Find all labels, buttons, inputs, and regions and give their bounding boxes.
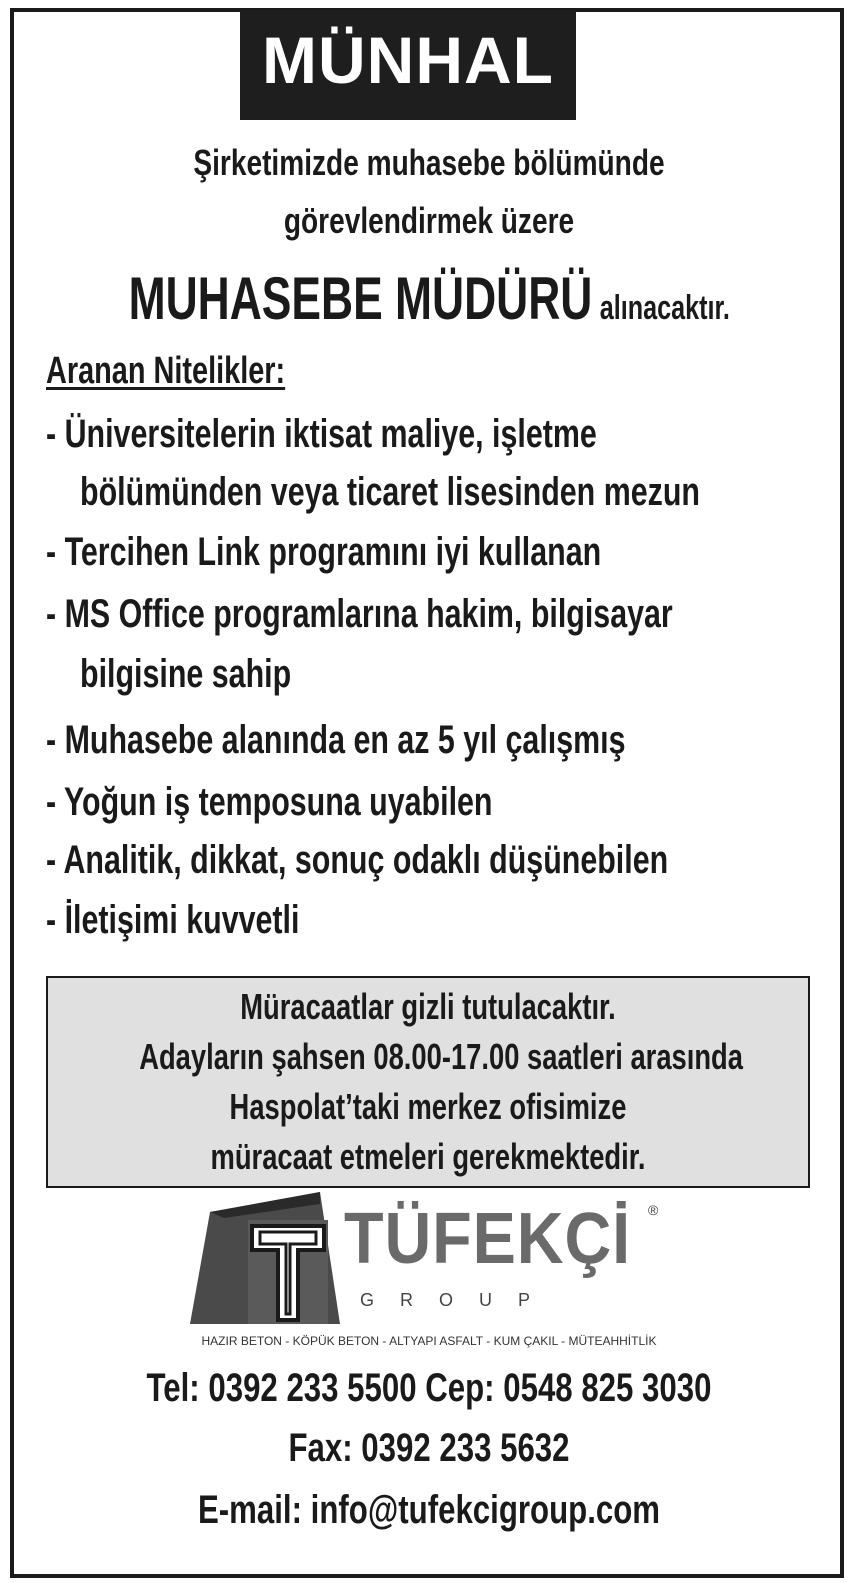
notice-line: Adayların şahsen 08.00-17.00 saatleri arasında bbox=[139, 1036, 743, 1077]
intro-line-2: görevlendirmek üzere bbox=[283, 200, 575, 241]
requirements-heading: Aranan Nitelikler: bbox=[46, 350, 286, 392]
requirement-item: - Muhasebe alanında en az 5 yıl çalışmış bbox=[46, 718, 626, 762]
requirement-item: - Üniversitelerin iktisat maliye, işletme bbox=[46, 412, 597, 456]
notice-line: Müracaatlar gizli tutulacaktır. bbox=[240, 986, 616, 1027]
requirement-item: - Analitik, dikkat, sonuç odaklı düşünebilen bbox=[46, 838, 669, 882]
headline bbox=[0, 264, 858, 333]
company-logo bbox=[190, 1188, 670, 1348]
contact-email: E-mail: info@tufekcigroup.com bbox=[197, 1488, 661, 1532]
application-notice-box bbox=[46, 976, 810, 1188]
requirement-item: bölümünden veya ticaret lisesinden mezun bbox=[80, 470, 700, 514]
headline-suffix: alınacaktır. bbox=[599, 289, 730, 327]
logo-sub: GROUP bbox=[360, 1290, 557, 1310]
requirement-item: - Tercihen Link programını iyi kullanan bbox=[46, 530, 602, 574]
requirement-item: - MS Office programlarına hakim, bilgisayar bbox=[46, 592, 673, 636]
building-t-logo-icon bbox=[190, 1192, 340, 1332]
requirement-item: - Yoğun iş temposuna uyabilen bbox=[46, 780, 493, 824]
ad-title: MÜNHAL bbox=[262, 23, 554, 97]
logo-brand: TÜFEKÇİ bbox=[344, 1199, 632, 1279]
title-banner bbox=[240, 10, 576, 120]
registered-mark: ® bbox=[648, 1202, 659, 1218]
contact-fax: Fax: 0392 233 5632 bbox=[288, 1426, 570, 1470]
logo-tagline: HAZIR BETON - KÖPÜK BETON - ALTYAPI ASFALT - KUM ÇAKIL - MÜTEAHHİTLİK bbox=[201, 1334, 657, 1348]
requirement-item: - İletişimi kuvvetli bbox=[46, 898, 300, 942]
contact-phones: Tel: 0392 233 5500 Cep: 0548 825 3030 bbox=[146, 1366, 712, 1410]
notice-line: müracaat etmeleri gerekmektedir. bbox=[210, 1136, 646, 1177]
position-title: MUHASEBE MÜDÜRÜ bbox=[128, 265, 593, 332]
requirement-item: bilgisine sahip bbox=[80, 652, 292, 696]
notice-line: Haspolat’taki merkez ofisimize bbox=[229, 1086, 627, 1127]
intro-line-1: Şirketimizde muhasebe bölümünde bbox=[193, 142, 665, 183]
